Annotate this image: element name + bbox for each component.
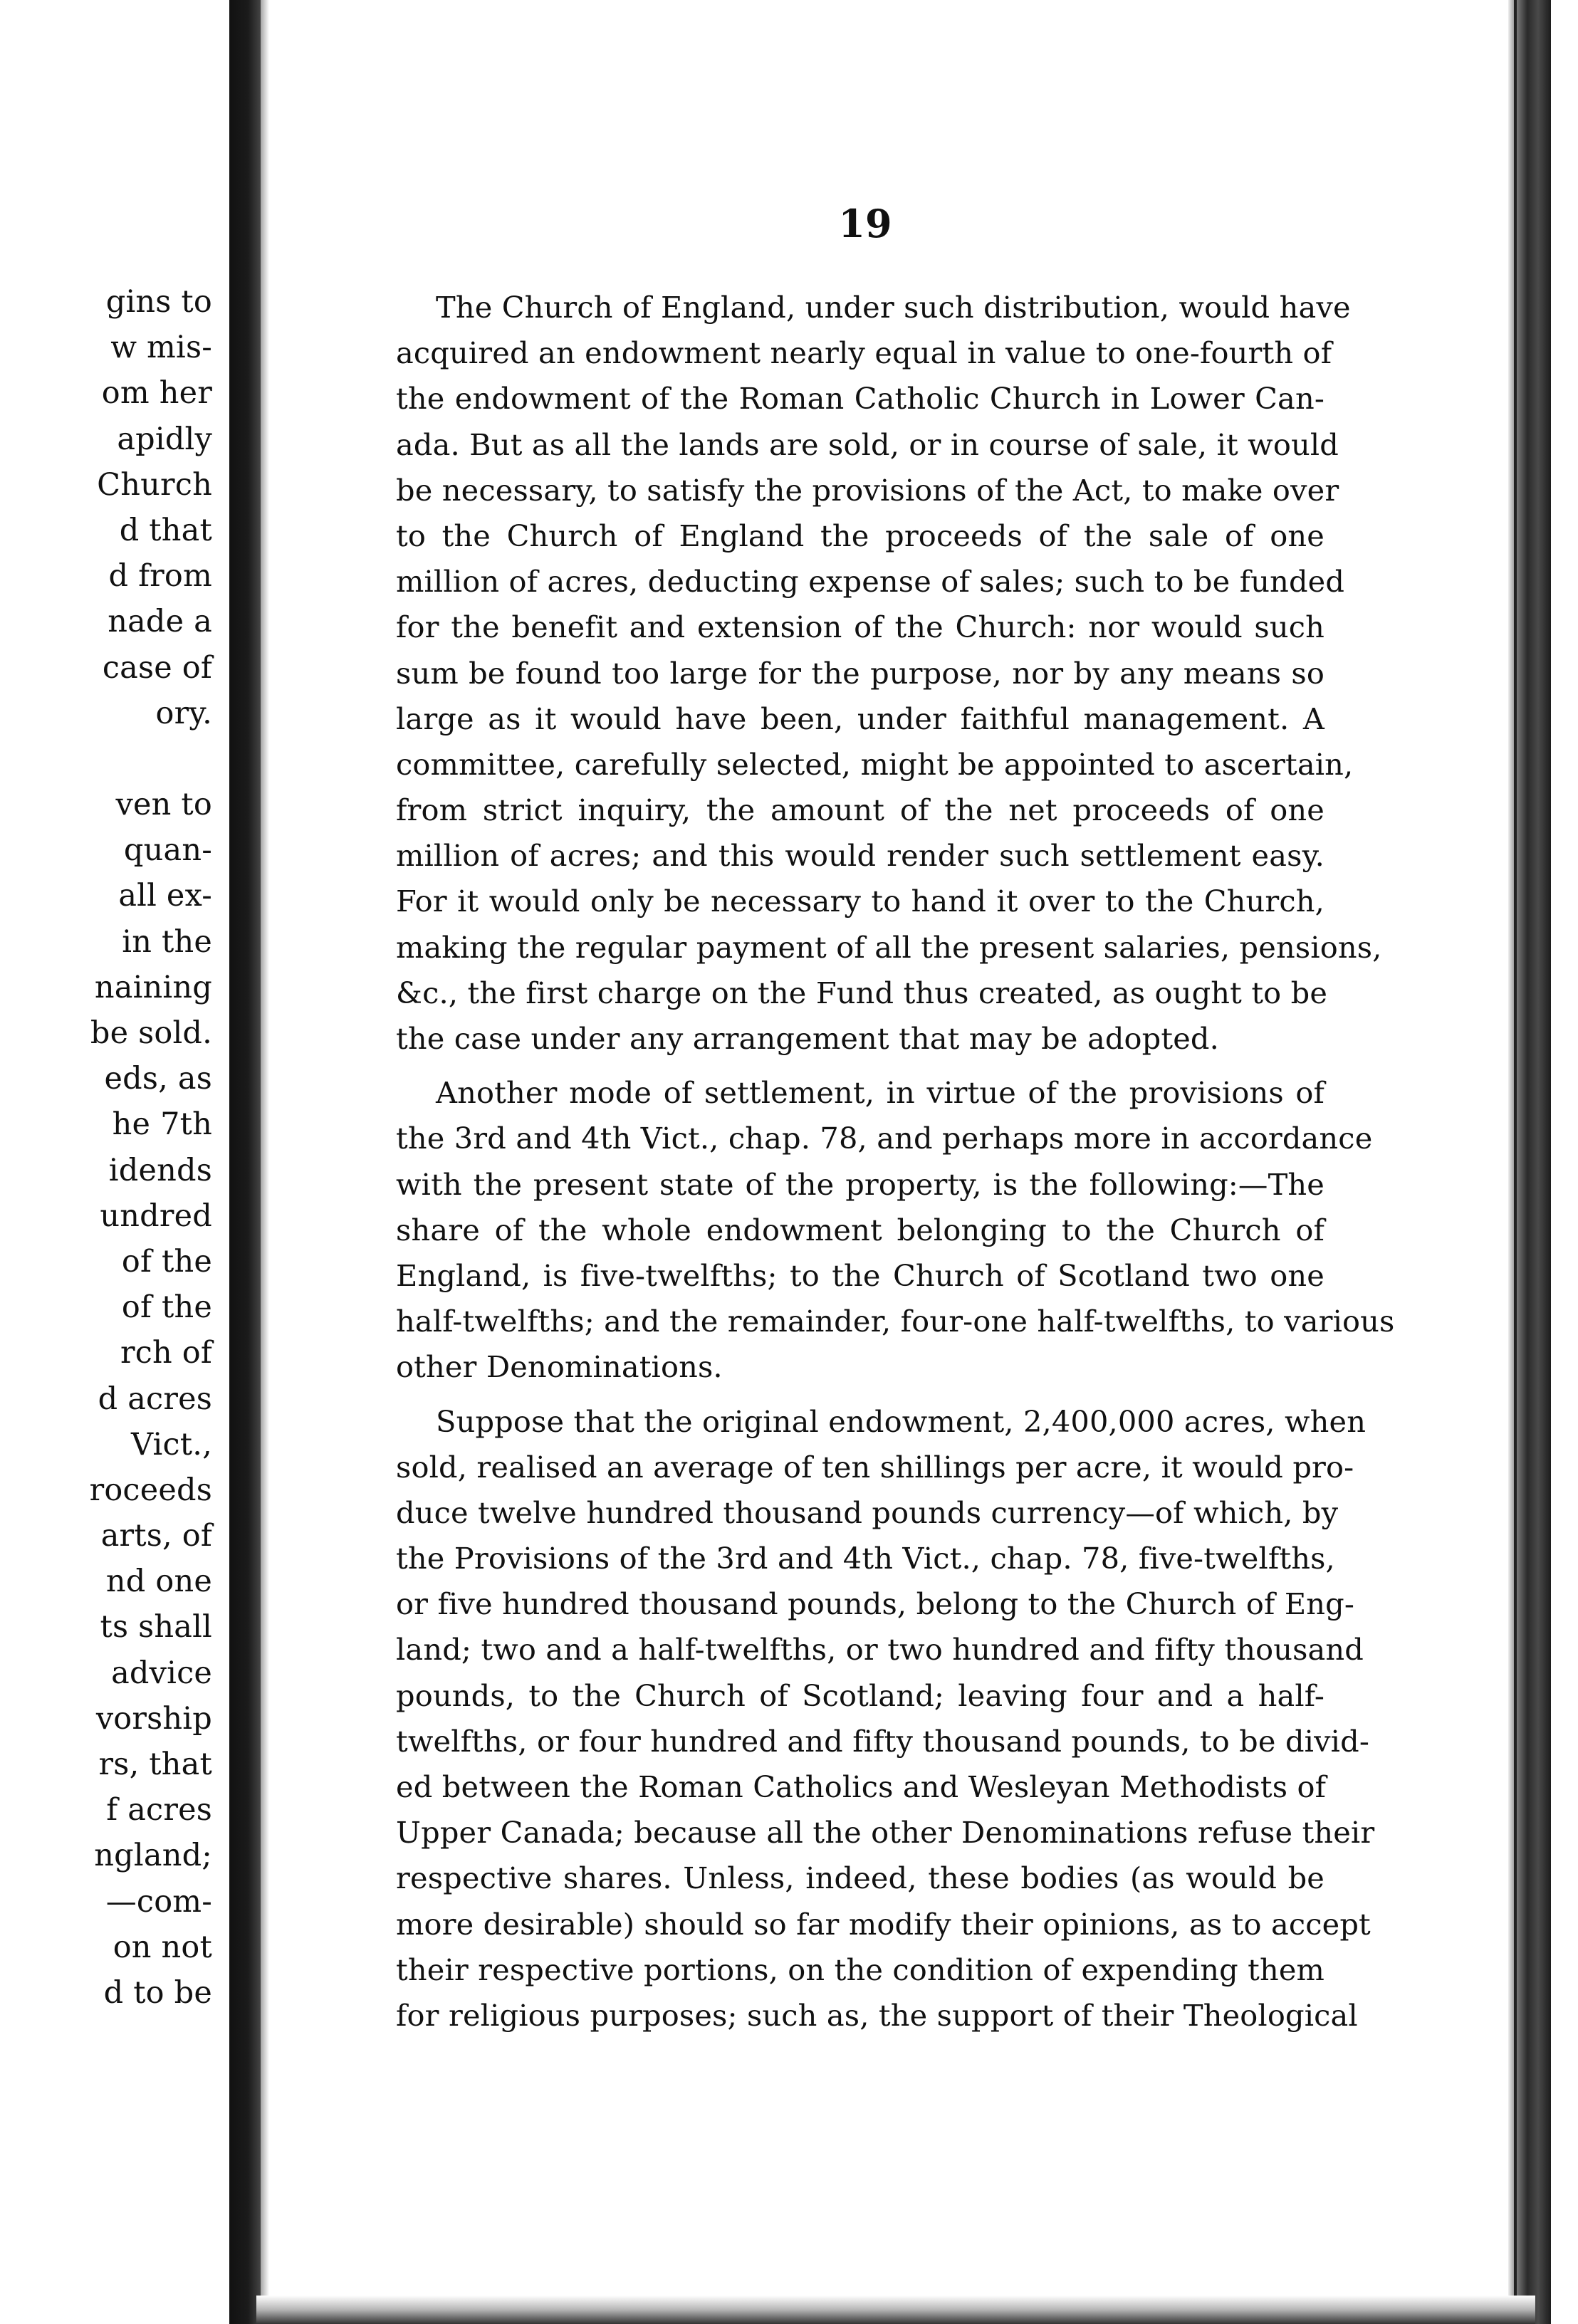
body-text <box>396 285 1395 2038</box>
previous-page-line: arts, of <box>100 1518 212 1554</box>
previous-page-line: of the <box>121 1289 212 1326</box>
previous-page-fragment <box>0 0 228 2324</box>
previous-page-line: advice <box>111 1655 212 1691</box>
previous-page-line: w mis- <box>110 330 212 366</box>
text-line: For it would only be necessary to hand it over to the Church, <box>396 884 1324 919</box>
text-line: ed between the Roman Catholics and Wesleyan Methodists of <box>396 1769 1327 1804</box>
text-line: acquired an endowment nearly equal in value to one-fourth of <box>396 335 1332 371</box>
previous-page-line: roceeds <box>89 1472 212 1508</box>
previous-page-line: case of <box>102 649 212 686</box>
gutter-shadow <box>261 0 269 2324</box>
text-line: for religious purposes; such as, the support of their Theological <box>396 1997 1358 2033</box>
text-line: other Denominations. <box>396 1349 723 1385</box>
text-line: &c., the first charge on the Fund thus created, as ought to be <box>396 975 1328 1010</box>
previous-page-line: rs, that <box>98 1747 212 1782</box>
text-line: from strict inquiry, the amount of the net proceeds of one <box>396 792 1324 828</box>
previous-page-line: Church <box>97 466 212 503</box>
previous-page-line: —com- <box>105 1883 212 1920</box>
previous-page-line <box>0 736 228 782</box>
text-line: the 3rd and 4th Vict., chap. 78, and perhaps more in accordance <box>396 1121 1373 1156</box>
previous-page-line: be sold. <box>90 1015 212 1051</box>
text-line: ada. But as all the lands are sold, or in course of sale, it would <box>396 426 1339 462</box>
page-bottom-edge <box>256 2296 1535 2324</box>
paragraph-gap <box>396 1062 1324 1070</box>
book-gutter <box>229 0 261 2324</box>
text-line: Upper Canada; because all the other Denominations refuse their <box>396 1815 1375 1851</box>
text-line: Suppose that the original endowment, 2,400,000 acres, when <box>436 1403 1367 1439</box>
text-line: Another mode of settlement, in virtue of the provisions of <box>436 1075 1324 1111</box>
previous-page-line: quan- <box>123 832 212 869</box>
text-line: with the present state of the property, is the following:—The <box>396 1166 1324 1202</box>
previous-page-line: apidly <box>117 421 212 457</box>
paragraph <box>396 1399 1375 2039</box>
previous-page-line: nade a <box>108 604 212 640</box>
previous-page-line: ngland; <box>94 1838 212 1874</box>
previous-page-line: naining <box>94 969 212 1005</box>
text-line: committee, carefully selected, might be appointed to ascertain, <box>396 746 1354 782</box>
previous-page-line: om her <box>101 375 212 412</box>
previous-page-line: idends <box>108 1152 212 1188</box>
previous-page-line: d from <box>108 558 212 595</box>
previous-page-line: undred <box>100 1198 212 1234</box>
previous-page-line: of the <box>121 1243 212 1279</box>
text-line: their respective portions, on the condition of expending them <box>396 1952 1325 1987</box>
previous-page-line: gins to <box>105 284 212 320</box>
text-line: million of acres; and this would render such settlement easy. <box>396 838 1324 874</box>
paragraph <box>396 285 1382 1062</box>
previous-page-line: Vict., <box>131 1426 212 1462</box>
previous-page-text <box>0 279 228 2016</box>
previous-page-line: he 7th <box>112 1106 212 1143</box>
text-line: or five hundred thousand pounds, belong to the Church of Eng- <box>396 1586 1355 1622</box>
text-line: respective shares. Unless, indeed, these bodies (as would be <box>396 1860 1324 1896</box>
previous-page-line: ts shall <box>100 1609 212 1645</box>
previous-page-line: f acres <box>106 1792 212 1828</box>
text-line: the case under any arrangement that may be adopted. <box>396 1021 1219 1056</box>
text-line: land; two and a half-twelfths, or two hundred and fifty thousand <box>396 1632 1364 1668</box>
text-line: pounds, to the Church of Scotland; leaving four and a half- <box>396 1677 1324 1713</box>
previous-page-line: rch of <box>120 1335 212 1371</box>
text-line: making the regular payment of all the present salaries, pensions, <box>396 929 1382 965</box>
previous-page-line: on not <box>113 1929 212 1965</box>
text-line: duce twelve hundred thousand pounds currency—of which, by <box>396 1495 1339 1530</box>
text-line: the Provisions of the 3rd and 4th Vict., chap. 78, five-twelfths, <box>396 1541 1335 1576</box>
text-line: half-twelfths; and the remainder, four-one half-twelfths, to various <box>396 1304 1395 1339</box>
previous-page-line: in the <box>122 923 212 960</box>
text-line: sum be found too large for the purpose, nor by any means so <box>396 655 1324 691</box>
text-line: The Church of England, under such distribution, would have <box>436 290 1351 325</box>
text-line: sold, realised an average of ten shillings per acre, it would pro- <box>396 1449 1354 1485</box>
previous-page-line: d acres <box>98 1381 212 1417</box>
paragraph-gap <box>396 1391 1324 1399</box>
paragraph <box>396 1070 1395 1390</box>
text-line: more desirable) should so far modify their opinions, as to accept <box>396 1906 1371 1942</box>
previous-page-line: ory. <box>155 695 212 731</box>
previous-page-line: nd one <box>105 1564 212 1600</box>
previous-page-line: d that <box>119 512 212 548</box>
text-line: to the Church of England the proceeds of the sale of one <box>396 518 1324 553</box>
page-edge-line <box>1514 0 1517 2324</box>
text-line: be necessary, to satisfy the provisions of the Act, to make over <box>396 472 1339 508</box>
previous-page-line: ven to <box>115 787 212 823</box>
text-line: share of the whole endowment belonging to the Church of <box>396 1212 1324 1247</box>
previous-page-line: d to be <box>103 1974 212 2011</box>
previous-page-line: all ex- <box>118 878 212 914</box>
text-line: England, is five-twelfths; to the Church of Scotland two one <box>396 1257 1324 1293</box>
text-line: the endowment of the Roman Catholic Church in Lower Can- <box>396 381 1324 417</box>
text-line: for the benefit and extension of the Church: nor would such <box>396 609 1324 645</box>
text-line: twelfths, or four hundred and fifty thousand pounds, to be divid- <box>396 1723 1369 1759</box>
previous-page-line: vorship <box>95 1700 212 1737</box>
text-line: large as it would have been, under faithful management. A <box>396 701 1324 736</box>
previous-page-line: eds, as <box>104 1061 212 1097</box>
text-line: million of acres, deducting expense of sales; such to be funded <box>396 564 1345 600</box>
page-number: 19 <box>838 201 892 246</box>
